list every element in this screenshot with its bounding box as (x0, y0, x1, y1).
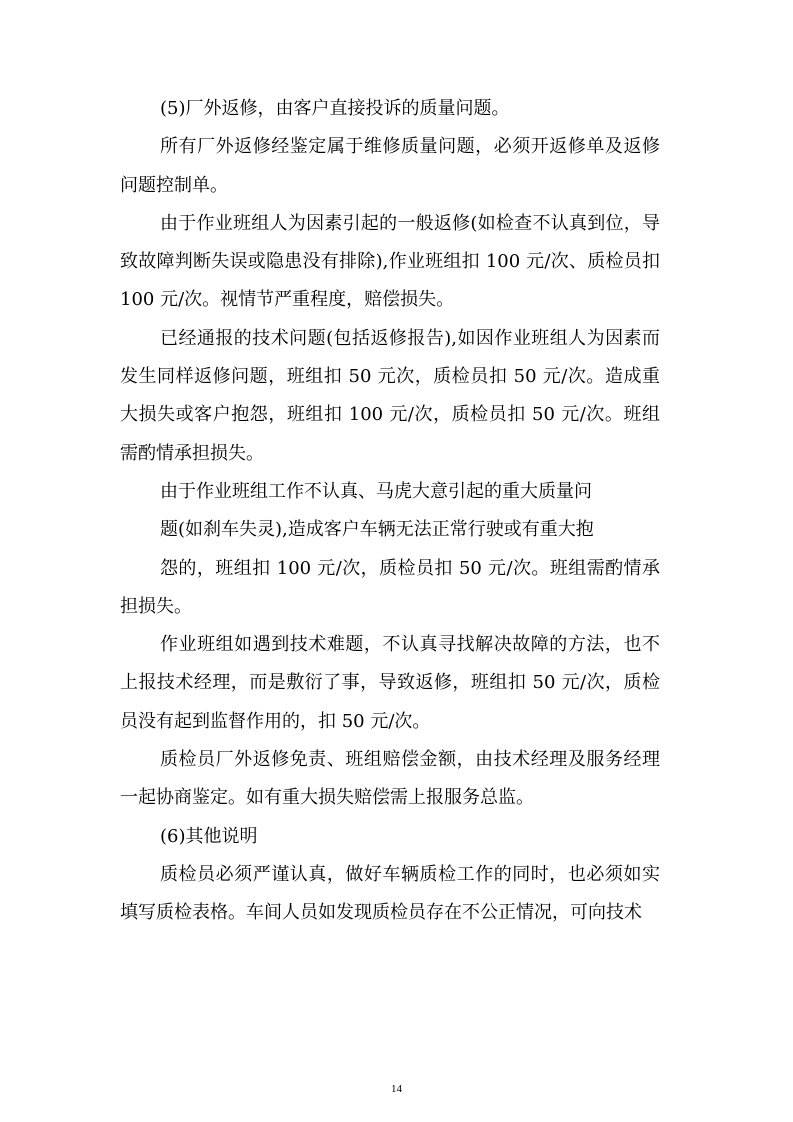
paragraph-reported-issue-penalty: 已经通报的技术问题(包括返修报告),如因作业班组人为因素而发生同样返修问题，班组扣 50 元次，质检员扣 50 元/次。造成重大损失或客户抱怨，班组扣 100 元/次，质检员扣 50 元/次。班组需酌情承担损失。 (120, 327, 660, 464)
paragraph-technical-difficulty-penalty: 作业班组如遇到技术难题，不认真寻找解决故障的方法，也不上报技术经理，而是敷衍了事，导致返修，班组扣 50 元/次，质检员没有起到监督作用的，扣 50 元/次。 (120, 634, 660, 732)
paragraph-exemption-negotiation: 质检员厂外返修免责、班组赔偿金额，由技术经理及服务经理一起协商鉴定。如有重大损失赔偿需上报服务总监。 (120, 749, 660, 809)
paragraph-inspector-duties: 质检员必须严谨认真，做好车辆质检工作的同时，也必须如实填写质检表格。车间人员如发现质检员存在不公正情况，可向技术 (120, 863, 660, 924)
paragraph-major-quality-line-1: 由于作业班组工作不认真、马虎大意引起的重大质量问 (160, 480, 592, 502)
section-heading-5: (5)厂外返修，由客户直接投诉的质量问题。 (160, 98, 510, 119)
section-heading-6: (6)其他说明 (160, 825, 258, 847)
paragraph-general-return-penalty: 由于作业班组人为因素引起的一般返修(如检查不认真到位，导致故障判断失误或隐患没有排除),作业班组扣 100 元/次、质检员扣 100 元/次。视情节严重程度，赔偿损失。 (120, 212, 660, 311)
page-number: 14 (391, 1083, 402, 1095)
paragraph-return-repair-ticket: 所有厂外返修经鉴定属于维修质量问题，必须开返修单及返修问题控制单。 (120, 136, 660, 196)
document-body (120, 90, 660, 933)
paragraph-major-quality-line-2: 题(如刹车失灵),造成客户车辆无法正常行驶或有重大抱 (160, 519, 594, 541)
paragraph-major-quality-line-3: 怨的，班组扣 100 元/次，质检员扣 50 元/次。班组需酌情承担损失。 (120, 557, 660, 617)
